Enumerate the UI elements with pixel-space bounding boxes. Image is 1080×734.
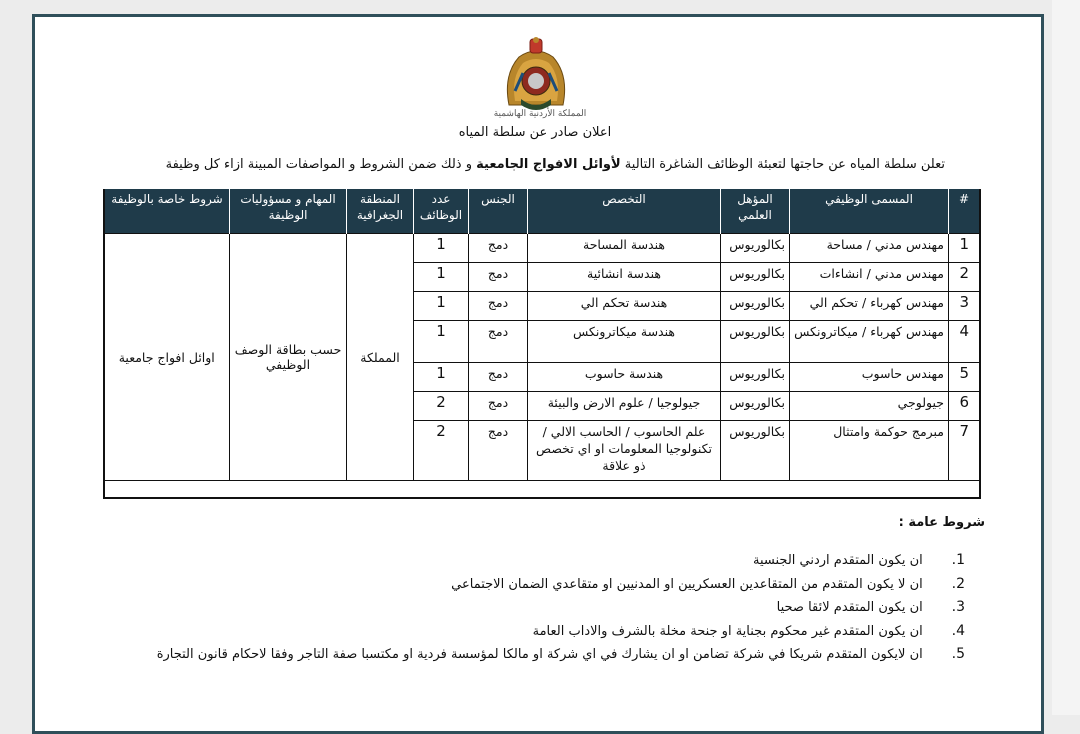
kingdom-name: المملكة الأردنية الهاشمية bbox=[493, 109, 587, 119]
table-header-row bbox=[104, 189, 980, 234]
header-special-conditions: شروط خاصة بالوظيفة bbox=[104, 189, 230, 234]
row-number: 5 bbox=[949, 363, 981, 392]
region: المملكة bbox=[347, 234, 414, 481]
special-conditions: اوائل افواج جامعية bbox=[104, 234, 230, 481]
table-row bbox=[104, 234, 980, 263]
job-count: 1 bbox=[414, 321, 469, 363]
specialization: علم الحاسوب / الحاسب الالي / تكنولوجيا المعلومات او اي تخصص ذو علاقة bbox=[528, 421, 721, 481]
document-page bbox=[32, 14, 1044, 734]
job-title: جيولوجي bbox=[790, 392, 949, 421]
header-job-count: عدد الوظائف bbox=[414, 189, 469, 234]
header-job-title: المسمى الوظيفي bbox=[790, 189, 949, 234]
item-number: 2. bbox=[951, 575, 965, 592]
intro-text bbox=[135, 157, 945, 172]
item-text: ان لايكون المتقدم شريكا في شركة تضامن او ان يشارك في اي شركة او مالكا لمؤسسة فردية او مكتسبا صفة التاجر وفقا لاحكام قانون التجارة bbox=[156, 647, 923, 662]
list-item bbox=[135, 596, 965, 620]
item-text: ان يكون المتقدم لائقا صحيا bbox=[776, 600, 923, 615]
header-gender: الجنس bbox=[469, 189, 528, 234]
list-item bbox=[135, 549, 965, 573]
intro-bold-text: لأوائل الافواج الجامعية bbox=[476, 157, 621, 172]
list-item bbox=[135, 620, 965, 644]
row-number: 6 bbox=[949, 392, 981, 421]
announcement-title: اعلان صادر عن سلطة المياه bbox=[458, 125, 612, 140]
header-qualification: المؤهل العلمي bbox=[721, 189, 790, 234]
general-conditions-list bbox=[135, 549, 965, 667]
item-text: ان يكون المتقدم غير محكوم بجناية او جنحة مخلة بالشرف والاداب العامة bbox=[532, 623, 923, 639]
job-title: مهندس كهرباء / تحكم الي bbox=[790, 292, 949, 321]
job-count: 1 bbox=[414, 234, 469, 263]
gender: دمج bbox=[469, 234, 528, 263]
row-number: 4 bbox=[949, 321, 981, 363]
row-number: 3 bbox=[949, 292, 981, 321]
specialization: هندسة تحكم الي bbox=[528, 292, 721, 321]
specialization: هندسة حاسوب bbox=[528, 363, 721, 392]
specialization: هندسة المساحة bbox=[528, 234, 721, 263]
job-title: مهندس مدني / انشاءات bbox=[790, 263, 949, 292]
job-count: 1 bbox=[414, 292, 469, 321]
qualification: بكالوريوس bbox=[721, 292, 790, 321]
row-number: 1 bbox=[949, 234, 981, 263]
duties: حسب بطاقة الوصف الوظيفي bbox=[230, 234, 347, 481]
job-count: 1 bbox=[414, 263, 469, 292]
header-region: المنطقة الجغرافية bbox=[347, 189, 414, 234]
item-text: ان لا يكون المتقدم من المتقاعدين العسكريين او المدنيين او متقاعدي الضمان الاجتماعي bbox=[451, 576, 923, 592]
qualification: بكالوريوس bbox=[721, 321, 790, 363]
gender: دمج bbox=[469, 363, 528, 392]
job-title: مهندس حاسوب bbox=[790, 363, 949, 392]
item-text: ان يكون المتقدم اردني الجنسية bbox=[753, 553, 923, 568]
job-count: 2 bbox=[414, 421, 469, 481]
row-number: 7 bbox=[949, 421, 981, 481]
coat-of-arms-icon bbox=[501, 35, 571, 119]
jobs-table bbox=[103, 189, 981, 481]
job-title: مهندس مدني / مساحة bbox=[790, 234, 949, 263]
qualification: بكالوريوس bbox=[721, 263, 790, 292]
specialization: هندسة ميكاترونكس bbox=[528, 321, 721, 363]
job-count: 1 bbox=[414, 363, 469, 392]
job-count: 2 bbox=[414, 392, 469, 421]
general-conditions-title: شروط عامة : bbox=[898, 515, 985, 530]
item-number: 1. bbox=[951, 552, 965, 568]
qualification: بكالوريوس bbox=[721, 234, 790, 263]
specialization: هندسة انشائية bbox=[528, 263, 721, 292]
item-number: 4. bbox=[951, 622, 965, 639]
specialization: جيولوجيا / علوم الارض والبيئة bbox=[528, 392, 721, 421]
list-item bbox=[135, 643, 965, 667]
intro-text-part: تعلن سلطة المياه عن حاجتها لتعبئة الوظائف الشاغرة التالية bbox=[620, 157, 945, 172]
header-duties: المهام و مسؤوليات الوظيفة bbox=[230, 189, 347, 234]
gender: دمج bbox=[469, 263, 528, 292]
intro-text-part: و ذلك ضمن الشروط و المواصفات المبينة ازاء كل وظيفة bbox=[165, 157, 477, 172]
row-number: 2 bbox=[949, 263, 981, 292]
item-number: 3. bbox=[951, 599, 965, 615]
qualification: بكالوريوس bbox=[721, 363, 790, 392]
list-item bbox=[135, 573, 965, 597]
gender: دمج bbox=[469, 392, 528, 421]
page-edge bbox=[1052, 0, 1080, 715]
job-title: مبرمج حوكمة وامتثال bbox=[790, 421, 949, 481]
qualification: بكالوريوس bbox=[721, 421, 790, 481]
qualification: بكالوريوس bbox=[721, 392, 790, 421]
job-title: مهندس كهرباء / ميكاترونكس bbox=[790, 321, 949, 363]
gender: دمج bbox=[469, 421, 528, 481]
header-specialization: التخصص bbox=[528, 189, 721, 234]
gender: دمج bbox=[469, 292, 528, 321]
gender: دمج bbox=[469, 321, 528, 363]
header-number: # bbox=[949, 189, 981, 234]
item-number: 5. bbox=[951, 646, 965, 662]
